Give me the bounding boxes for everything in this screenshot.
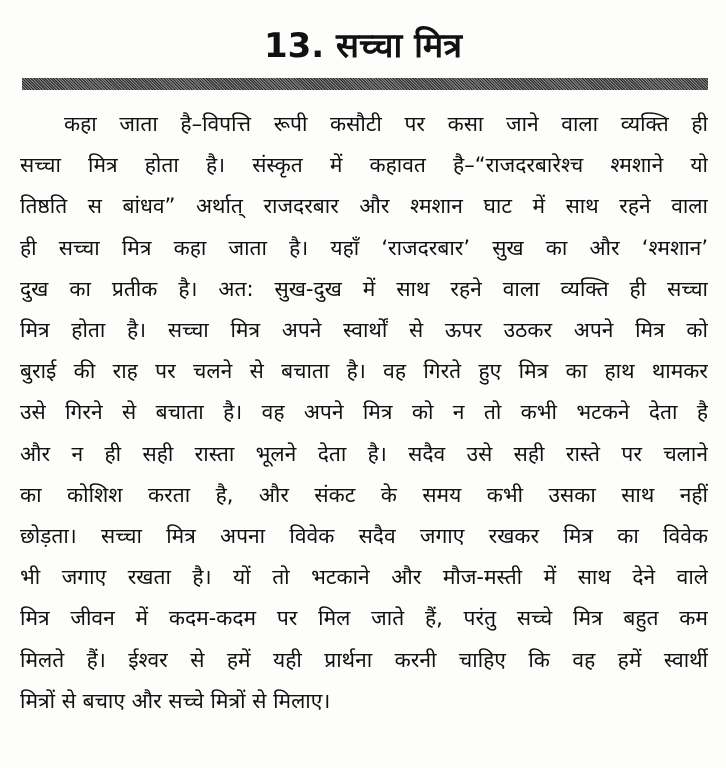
paragraph-line: उसे गिरने से बचाता है। वह अपने मित्र को न तो कभी भटकने देता है bbox=[20, 400, 708, 425]
paragraph-line: का कोशिश करता है, और संकट के समय कभी उसका साथ नहीं bbox=[20, 482, 708, 507]
title-divider bbox=[22, 78, 708, 90]
paragraph-line: मित्र होता है। सच्चा मित्र अपने स्वार्थों से ऊपर उठकर अपने मित्र को bbox=[20, 318, 708, 343]
essay-title: 13. सच्चा मित्र bbox=[263, 26, 462, 66]
paragraph-line: दुख का प्रतीक है। अत: सुख-दुख में साथ रहने वाला व्यक्ति ही सच्चा bbox=[20, 276, 708, 301]
paragraph-line: छोड़ता। सच्चा मित्र अपना विवेक सदैव जगाए रखकर मित्र का विवेक bbox=[20, 524, 708, 549]
paragraph-line: बुराई की राह पर चलने से बचाता है। वह गिरते हुए मित्र का हाथ थामकर bbox=[20, 359, 708, 384]
paragraph-line: ही सच्चा मित्र कहा जाता है। यहाँ ‘राजदरबार’ सुख का और ‘श्मशान’ bbox=[20, 235, 708, 260]
paragraph-line: भी जगाए रखता है। यों तो भटकाने और मौज-मस्ती में साथ देने वाले bbox=[20, 565, 708, 590]
paragraph-line: तिष्ठति स बांधव” अर्थात् राजदरबार और श्मशान घाट में साथ रहने वाला bbox=[20, 194, 708, 219]
paragraph-line: मित्रों से बचाए और सच्चे मित्रों से मिलाए। bbox=[20, 688, 331, 713]
paragraph-line: मित्र जीवन में कदम-कदम पर मिल जाते हैं, परंतु सच्चे मित्र बहुत कम bbox=[20, 606, 708, 631]
paragraph-line: कहा जाता है–विपत्ति रूपी कसौटी पर कसा जाने वाला व्यक्ति ही bbox=[64, 112, 708, 136]
paragraph-line: सच्चा मित्र होता है। संस्कृत में कहावत है–“राजदरबारेश्च श्मशाने यो bbox=[20, 153, 708, 178]
paragraph-line: और न ही सही रास्ता भूलने देता है। सदैव उसे सही रास्ते पर चलाने bbox=[20, 441, 708, 466]
essay-paragraph bbox=[20, 104, 708, 722]
paragraph-line: मिलते हैं। ईश्वर से हमें यही प्रार्थना करनी चाहिए कि वह हमें स्वार्थी bbox=[20, 647, 708, 672]
